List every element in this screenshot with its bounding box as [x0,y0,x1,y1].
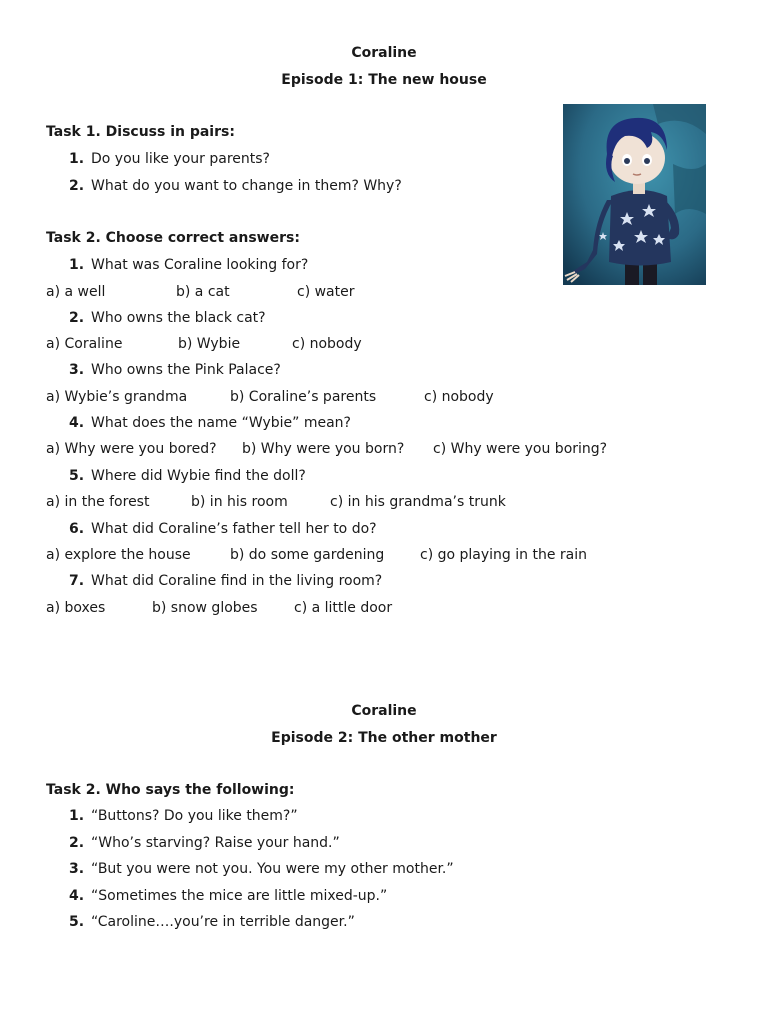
task2-heading: Task 2. Choose correct answers: [46,230,300,246]
answer-options [0,283,768,301]
answer-option: b) in his room [191,494,288,510]
answer-option: a) a well [46,284,106,300]
episode2-title: Coraline [351,703,417,719]
task1-item: 2. What do you want to change in them? Why? [69,178,402,194]
answer-options [0,335,768,353]
quote-item: 5. “Caroline….you’re in terrible danger.” [69,914,355,930]
answer-option: a) boxes [46,600,106,616]
answer-option: c) water [297,284,355,300]
quote-item: 4. “Sometimes the mice are little mixed-up.” [69,888,388,904]
quote-item: 2. “Who’s starving? Raise your hand.” [69,835,340,851]
answer-option: a) explore the house [46,547,191,563]
answer-options [0,388,768,406]
task1-heading: Task 1. Discuss in pairs: [46,124,235,140]
coraline-illustration [563,104,706,285]
answer-option: b) snow globes [152,600,258,616]
answer-option: c) go playing in the rain [420,547,587,563]
question: 6. What did Coraline’s father tell her to do? [69,521,377,537]
answer-option: b) Coraline’s parents [230,389,377,405]
task1-item: 1. Do you like your parents? [69,151,270,167]
answer-option: c) Why were you boring? [433,441,608,457]
question: 2. Who owns the black cat? [69,310,266,326]
answer-option: b) do some gardening [230,547,385,563]
episode1-subtitle: Episode 1: The new house [281,72,487,88]
quote-item: 3. “But you were not you. You were my other mother.” [69,861,454,877]
coraline-icon [563,104,706,285]
question: 1. What was Coraline looking for? [69,257,309,273]
question: 5. Where did Wybie find the doll? [69,468,306,484]
answer-options [0,546,768,564]
answer-option: b) a cat [176,284,230,300]
answer-option: c) nobody [424,389,494,405]
answer-option: b) Wybie [178,336,241,352]
question: 3. Who owns the Pink Palace? [69,362,281,378]
answer-options [0,493,768,511]
answer-option: c) in his grandma’s trunk [330,494,506,510]
answer-option: a) in the forest [46,494,150,510]
answer-option: a) Coraline [46,336,123,352]
answer-option: c) a little door [294,600,393,616]
answer-options [0,599,768,617]
episode1-title: Coraline [351,45,417,61]
answer-option: c) nobody [292,336,362,352]
answer-option: b) Why were you born? [242,441,405,457]
episode2-subtitle: Episode 2: The other mother [271,730,497,746]
answer-options [0,440,768,458]
answer-option: a) Wybie’s grandma [46,389,188,405]
question: 4. What does the name “Wybie” mean? [69,415,351,431]
answer-option: a) Why were you bored? [46,441,217,457]
ep2-task2-heading: Task 2. Who says the following: [46,782,295,798]
question: 7. What did Coraline find in the living room? [69,573,383,589]
quote-item: 1. “Buttons? Do you like them?” [69,808,298,824]
